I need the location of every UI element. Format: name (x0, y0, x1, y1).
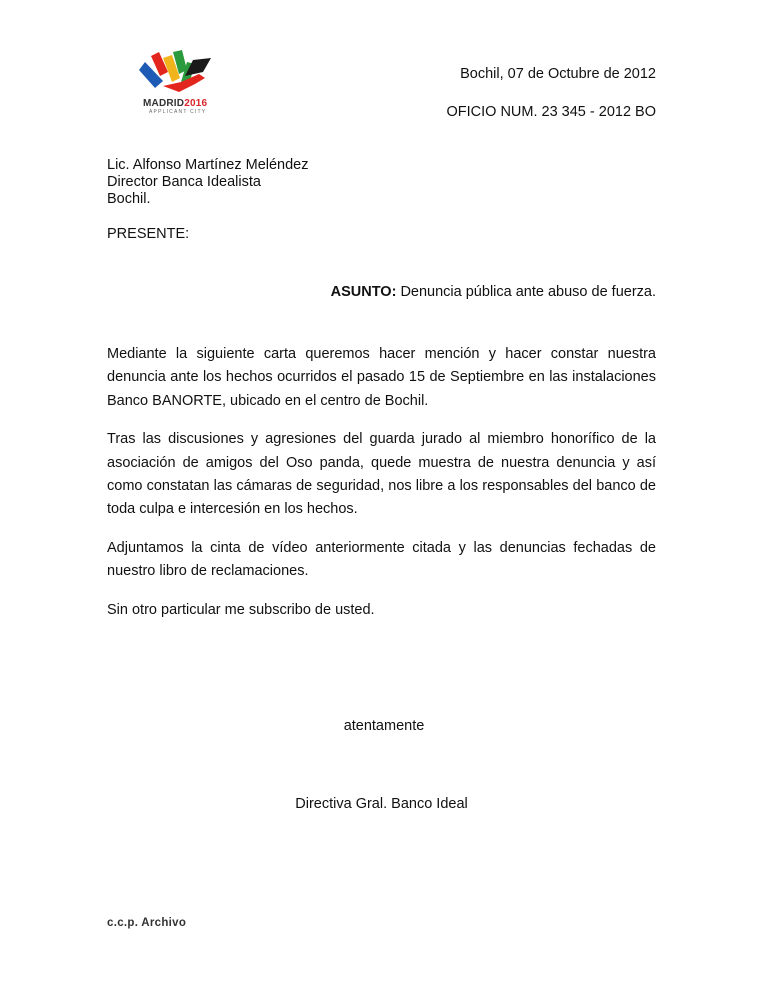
recipient-block (107, 157, 309, 208)
subject-label: ASUNTO: (330, 284, 397, 300)
logo-subtitle: APPLICANT CITY (149, 109, 207, 115)
signature: Directiva Gral. Banco Ideal (295, 796, 468, 812)
oficio-number: OFICIO NUM. 23 345 - 2012 BO (446, 104, 656, 120)
body-paragraph: Adjuntamos la cinta de vídeo anteriormente citada y las denuncias fechadas de nuestro libro de reclamaciones. (107, 540, 656, 580)
carbon-copy: c.c.p. Archivo (107, 917, 187, 929)
subject-line (331, 284, 656, 300)
letter-body (107, 343, 656, 638)
recipient-role: Director Banca Idealista (107, 174, 261, 190)
subject-text: Denuncia pública ante abuso de fuerza. (400, 284, 656, 300)
hand-logo-icon (133, 48, 217, 96)
date-line: Bochil, 07 de Octubre de 2012 (460, 66, 656, 82)
body-paragraph: Tras las discusiones y agresiones del guarda jurado al miembro honorífico de la asociación de amigos del Oso panda, quede muestra de nuestra denuncia y así como constatan las cámaras de seguridad, nos libre a los responsables del banco de toda culpa e intercesión en los hechos. (107, 431, 656, 518)
closing: atentamente (343, 718, 425, 734)
body-paragraph: Sin otro particular me subscribo de usted. (107, 602, 375, 619)
body-paragraph: Mediante la siguiente carta queremos hacer mención y hacer constar nuestra denuncia ante los hechos ocurridos el pasado 15 de Septiembre en las instalaciones Banco BANORTE, ubicado en el centro de Bochil. (107, 346, 656, 409)
madrid-2016-logo (133, 48, 217, 120)
recipient-city: Bochil. (107, 191, 151, 207)
logo-title: MADRID2016 (143, 98, 208, 109)
recipient-name: Lic. Alfonso Martínez Meléndez (107, 157, 309, 173)
salutation: PRESENTE: (107, 226, 190, 242)
